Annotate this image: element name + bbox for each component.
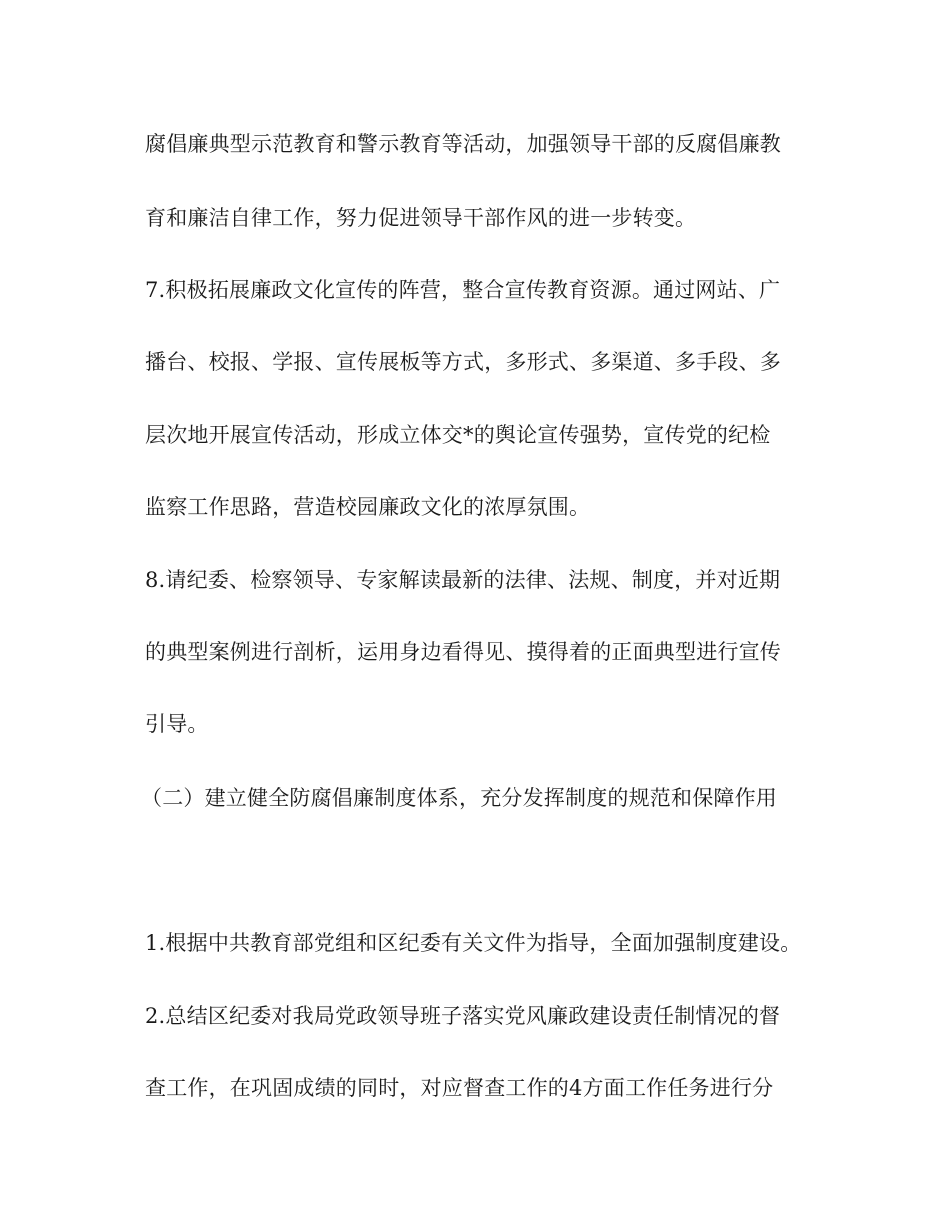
list-item-1-line: 1.根据中共教育部党组和区纪委有关文件为指导，全面加强制度建设。 — [145, 931, 802, 955]
paragraph-line: 腐倡廉典型示范教育和警示教育等活动，加强领导干部的反腐倡廉教 — [145, 132, 781, 156]
paragraph-line: 层次地开展宣传活动，形成立体交*的舆论宣传强势，宣传党的纪检 — [145, 423, 771, 447]
paragraph-line: 监察工作思路，营造校园廉政文化的浓厚氛围。 — [145, 495, 591, 519]
list-item-7-line: 7.积极拓展廉政文化宣传的阵营，整合宣传教育资源。通过网站、广 — [145, 278, 781, 302]
paragraph-line: 的典型案例进行剖析，运用身边看得见、摸得着的正面典型进行宣传 — [145, 640, 781, 664]
paragraph-line: 播台、校报、学报、宣传展板等方式，多形式、多渠道、多手段、多 — [145, 350, 781, 374]
section-heading: （二）建立健全防腐倡廉制度体系，充分发挥制度的规范和保障作用 — [141, 786, 777, 810]
paragraph-line: 引导。 — [145, 712, 209, 736]
list-item-8-line: 8.请纪委、检察领导、专家解读最新的法律、法规、制度，并对近期 — [145, 568, 781, 592]
paragraph-line: 育和廉洁自律工作，努力促进领导干部作风的进一步转变。 — [145, 206, 697, 230]
list-item-2-line: 2.总结区纪委对我局党政领导班子落实党风廉政建设责任制情况的督 — [145, 1004, 781, 1028]
paragraph-line: 查工作，在巩固成绩的同时，对应督查工作的4方面工作任务进行分 — [145, 1076, 774, 1100]
